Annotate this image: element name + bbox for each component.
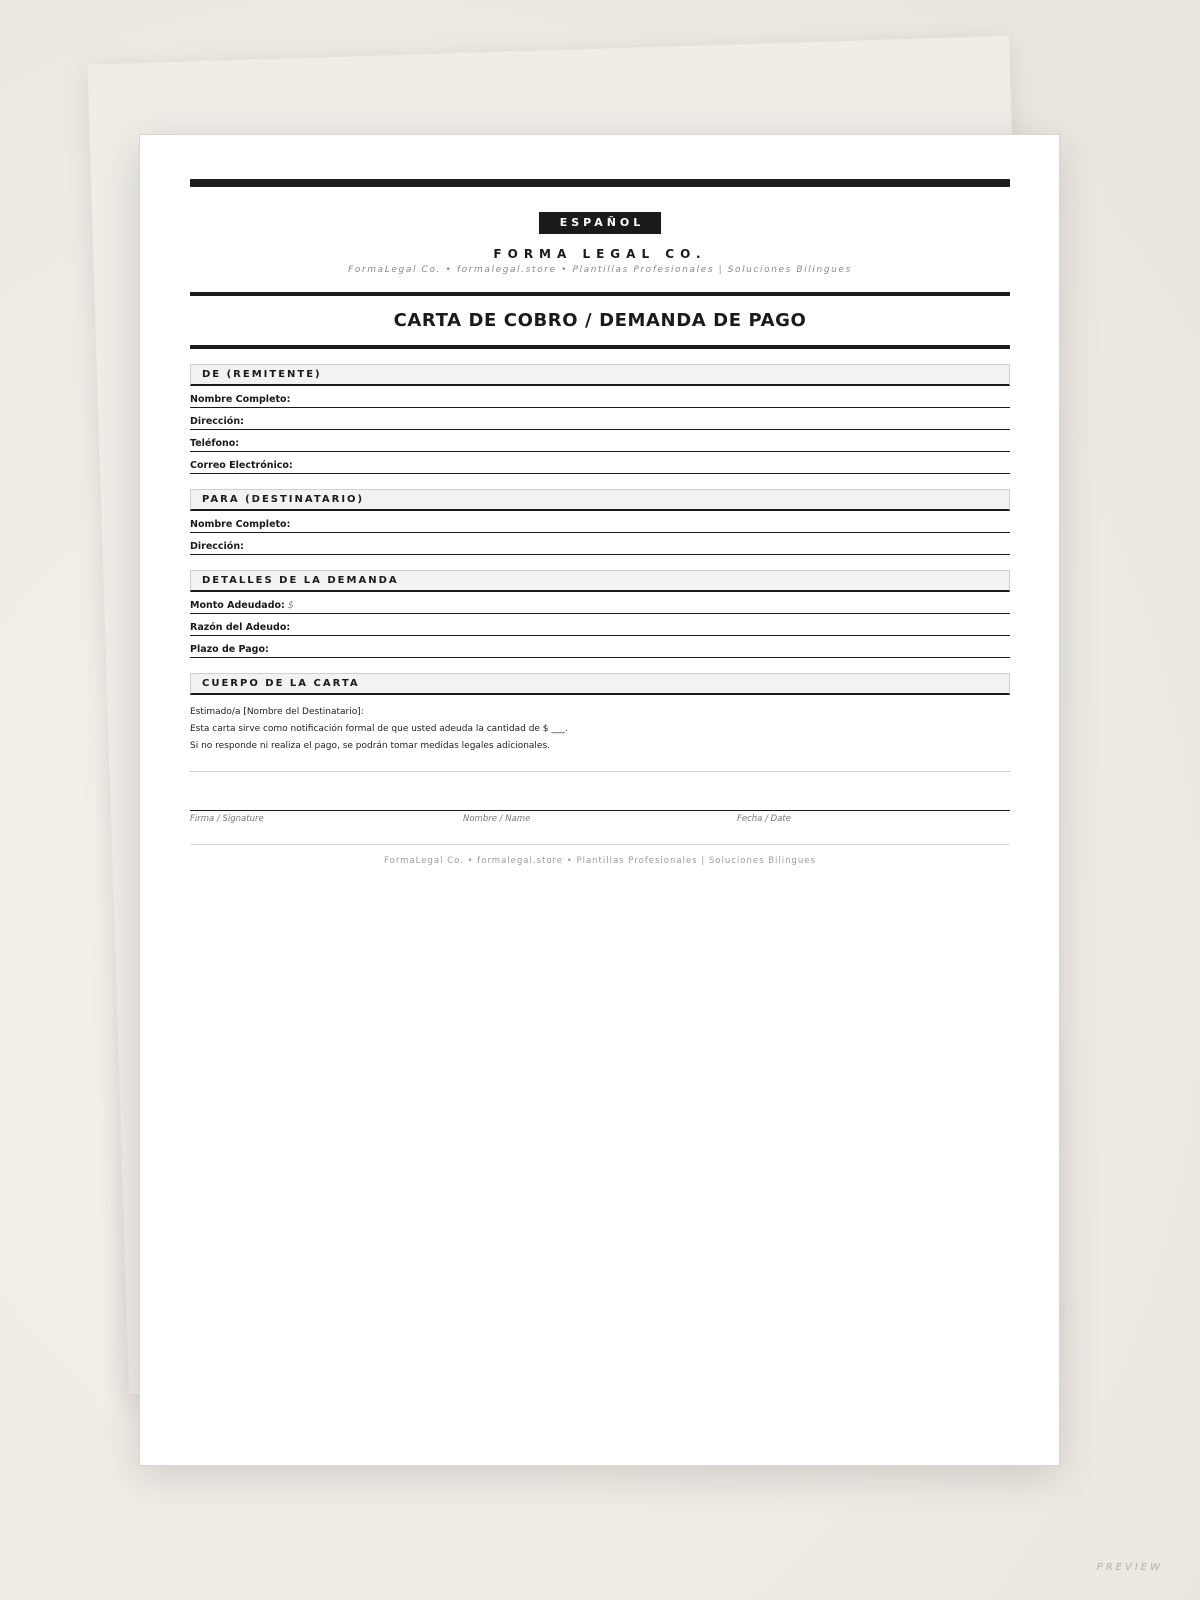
section-heading-recipient: PARA (DESTINATARIO) bbox=[190, 489, 1010, 511]
name-label: Nombre / Name bbox=[463, 814, 531, 824]
recipient-name-field[interactable] bbox=[190, 511, 1010, 533]
field-label: Nombre Completo: bbox=[190, 519, 291, 530]
date-label: Fecha / Date bbox=[737, 814, 791, 824]
amount-owed-label: Monto Adeudado: bbox=[190, 600, 285, 611]
recipient-address-field[interactable] bbox=[190, 533, 1010, 555]
field-label: Razón del Adeudo: bbox=[190, 622, 291, 633]
preview-watermark: PREVIEW bbox=[1096, 1562, 1163, 1573]
field-label: Correo Electrónico: bbox=[190, 460, 293, 471]
sender-phone-field[interactable] bbox=[190, 430, 1010, 452]
document-page bbox=[139, 134, 1060, 1466]
letter-paragraph: Si no responde ni realiza el pago, se podrán tomar medidas legales adicionales. bbox=[190, 741, 551, 751]
section-heading-details: DETALLES DE LA DEMANDA bbox=[190, 570, 1010, 592]
signature-label: Firma / Signature bbox=[190, 814, 264, 824]
language-badge-wrap bbox=[190, 211, 1010, 234]
signature-labels bbox=[190, 811, 1010, 829]
header-rule bbox=[190, 292, 1010, 296]
section-heading-body: CUERPO DE LA CARTA bbox=[190, 673, 1010, 695]
top-bar bbox=[190, 179, 1010, 187]
language-badge: ESPAÑOL bbox=[539, 212, 662, 234]
company-tagline: FormaLegal Co. • formalegal.store • Plantillas Profesionales | Soluciones Bilingues bbox=[348, 265, 852, 275]
company-name: FORMA LEGAL CO. bbox=[493, 247, 707, 261]
sender-address-field[interactable] bbox=[190, 408, 1010, 430]
sender-email-field[interactable] bbox=[190, 452, 1010, 474]
payment-deadline-field[interactable] bbox=[190, 636, 1010, 658]
field-label: Teléfono: bbox=[190, 438, 240, 449]
document-title: CARTA DE COBRO / DEMANDA DE PAGO bbox=[393, 310, 807, 331]
field-label: Nombre Completo: bbox=[190, 394, 291, 405]
title-rule bbox=[190, 345, 1010, 349]
field-label bbox=[190, 600, 294, 611]
field-label: Dirección: bbox=[190, 541, 244, 552]
letter-body bbox=[190, 704, 1010, 755]
signature-divider bbox=[190, 771, 1010, 772]
field-label: Dirección: bbox=[190, 416, 244, 427]
footer-rule bbox=[190, 844, 1010, 845]
amount-owed-field[interactable] bbox=[190, 592, 1010, 614]
debt-reason-field[interactable] bbox=[190, 614, 1010, 636]
field-label: Plazo de Pago: bbox=[190, 644, 269, 655]
document-content bbox=[190, 179, 1010, 866]
letter-greeting: Estimado/a [Nombre del Destinatario]: bbox=[190, 707, 364, 717]
section-heading-sender: DE (REMITENTE) bbox=[190, 364, 1010, 386]
letter-paragraph: Esta carta sirve como notificación formal de que usted adeuda la cantidad de $ ___. bbox=[190, 724, 568, 734]
amount-currency-prefix: $ bbox=[287, 600, 294, 611]
sender-name-field[interactable] bbox=[190, 386, 1010, 408]
footer-text: FormaLegal Co. • formalegal.store • Plantillas Profesionales | Soluciones Bilingues bbox=[384, 856, 816, 866]
